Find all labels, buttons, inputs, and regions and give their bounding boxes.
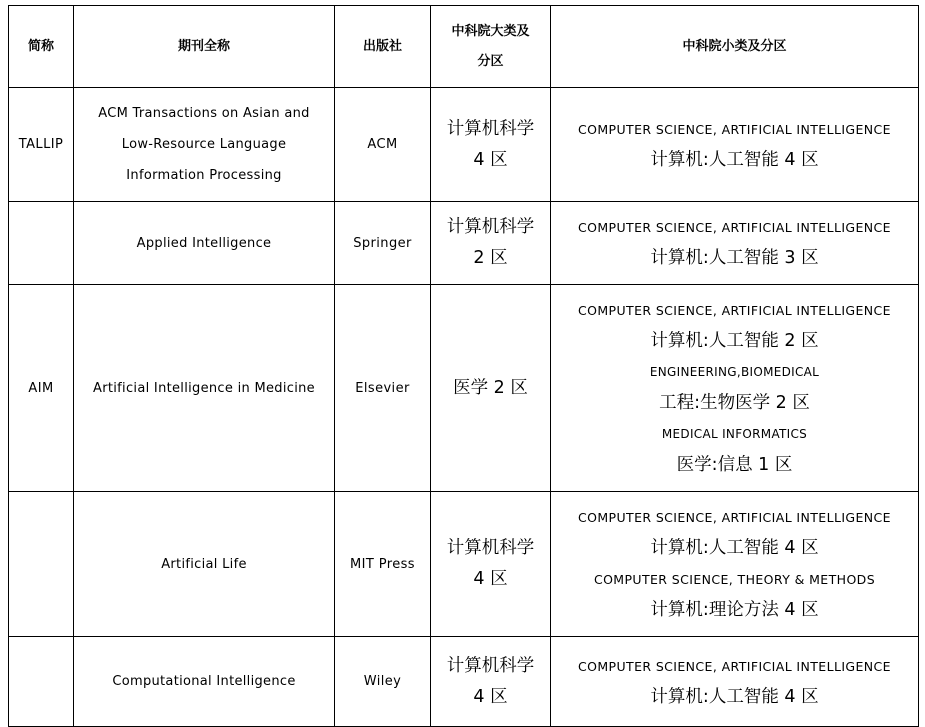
major-category-line: 4 区 [473,569,508,589]
full-name-line: Artificial Intelligence in Medicine [93,380,315,396]
cell-minor-category [551,88,919,202]
cell-abbr [9,637,74,727]
cell-abbr [9,492,74,637]
table-row [9,88,919,202]
cell-major-category [431,492,551,637]
cell-minor-category [551,285,919,492]
minor-category-zh: 计算机:人工智能 4 区 [650,538,819,558]
full-name-line: Information Processing [126,168,282,183]
cell-publisher: Springer [335,202,431,285]
full-name-line: Computational Intelligence [112,674,296,689]
journal-table [8,5,919,727]
major-category-line: 计算机科学 [446,118,535,139]
cell-major-category [431,637,551,727]
full-name-line: ACM Transactions on Asian and [98,106,310,121]
cell-full-name [74,202,335,285]
table-body [9,88,919,727]
cell-major-category [431,88,551,202]
cell-major-category [431,202,551,285]
major-category-line: 计算机科学 [446,217,535,237]
cell-minor-category [551,637,919,727]
header-minor-category: 中科院小类及分区 [551,6,919,88]
minor-category-en: MEDICAL INFORMATICS [661,427,808,441]
cell-abbr: AIM [9,285,74,492]
cell-full-name [74,492,335,637]
major-category-line: 计算机科学 [446,538,535,558]
minor-category-en: COMPUTER SCIENCE, ARTIFICIAL INTELLIGENCE [578,658,891,674]
cell-publisher: Elsevier [335,285,431,492]
header-major-line1: 中科院大类及 [451,23,530,39]
cell-minor-category [551,202,919,285]
minor-category-zh: 计算机:理论方法 4 区 [650,600,819,620]
header-major-category [431,6,551,88]
minor-category-zh: 计算机:人工智能 4 区 [650,149,819,170]
header-row [9,6,919,88]
cell-publisher: ACM [335,88,431,202]
cell-publisher: MIT Press [335,492,431,637]
major-category-line: 2 区 [473,248,508,268]
header-abbr: 简称 [9,6,74,88]
cell-abbr: TALLIP [9,88,74,202]
minor-category-en: COMPUTER SCIENCE, ARTIFICIAL INTELLIGENCE [578,121,891,137]
full-name-line: Low-Resource Language [121,137,287,152]
minor-category-zh: 计算机:人工智能 4 区 [650,686,819,707]
header-major-line2: 分区 [477,53,504,69]
major-category-line: 计算机科学 [446,655,535,676]
table-row [9,285,919,492]
cell-publisher: Wiley [335,637,431,727]
table-row [9,492,919,637]
cell-full-name [74,88,335,202]
cell-minor-category [551,492,919,637]
table-row [9,202,919,285]
minor-category-zh: 工程:生物医学 2 区 [659,393,810,413]
header-full-name: 期刊全称 [74,6,335,88]
cell-abbr [9,202,74,285]
major-category-line: 4 区 [473,149,508,170]
minor-category-en: COMPUTER SCIENCE, ARTIFICIAL INTELLIGENCE [578,303,891,318]
major-category-line: 医学 2 区 [453,377,528,398]
minor-category-en: COMPUTER SCIENCE, ARTIFICIAL INTELLIGENCE [578,510,891,525]
minor-category-en: COMPUTER SCIENCE, ARTIFICIAL INTELLIGENCE [578,220,891,235]
minor-category-en: ENGINEERING,BIOMEDICAL [649,365,820,379]
full-name-line: Artificial Life [161,556,247,572]
cell-full-name [74,285,335,492]
minor-category-zh: 医学:信息 1 区 [676,455,793,475]
cell-full-name [74,637,335,727]
header-publisher: 出版社 [335,6,431,88]
minor-category-en: COMPUTER SCIENCE, THEORY & METHODS [593,572,876,587]
major-category-line: 4 区 [473,686,508,707]
full-name-line: Applied Intelligence [136,235,272,251]
minor-category-zh: 计算机:人工智能 3 区 [650,248,819,268]
cell-major-category [431,285,551,492]
table-row [9,637,919,727]
minor-category-zh: 计算机:人工智能 2 区 [650,331,819,351]
